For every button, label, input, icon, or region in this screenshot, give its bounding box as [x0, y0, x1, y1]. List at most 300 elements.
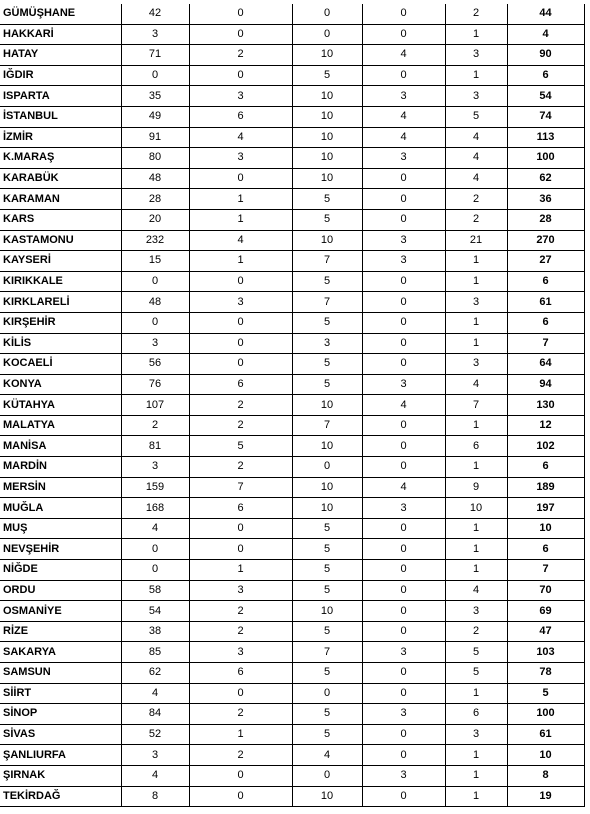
province-name-cell: MANİSA — [0, 436, 121, 457]
value-cell-3: 10 — [292, 786, 362, 807]
value-cell-5: 3 — [445, 354, 507, 375]
table-row — [0, 209, 584, 230]
value-cell-5: 4 — [445, 127, 507, 148]
value-cell-5: 1 — [445, 65, 507, 86]
total-cell: 130 — [507, 395, 584, 416]
province-name-cell: MERSİN — [0, 477, 121, 498]
total-cell: 6 — [507, 312, 584, 333]
value-cell-3: 7 — [292, 251, 362, 272]
value-cell-2: 2 — [189, 395, 292, 416]
table-row — [0, 642, 584, 663]
total-cell: 8 — [507, 765, 584, 786]
value-cell-5: 1 — [445, 251, 507, 272]
table-body — [0, 4, 584, 807]
value-cell-5: 1 — [445, 457, 507, 478]
value-cell-1: 0 — [121, 271, 189, 292]
value-cell-5: 1 — [445, 333, 507, 354]
table-row — [0, 477, 584, 498]
value-cell-1: 91 — [121, 127, 189, 148]
total-cell: 189 — [507, 477, 584, 498]
province-name-cell: SAMSUN — [0, 663, 121, 684]
province-name-cell: ISPARTA — [0, 86, 121, 107]
total-cell: 6 — [507, 457, 584, 478]
value-cell-1: 85 — [121, 642, 189, 663]
value-cell-5: 1 — [445, 415, 507, 436]
total-cell: 62 — [507, 168, 584, 189]
value-cell-5: 5 — [445, 106, 507, 127]
value-cell-4: 0 — [362, 786, 445, 807]
value-cell-2: 3 — [189, 580, 292, 601]
value-cell-1: 168 — [121, 498, 189, 519]
value-cell-3: 0 — [292, 24, 362, 45]
value-cell-2: 0 — [189, 765, 292, 786]
value-cell-4: 3 — [362, 230, 445, 251]
value-cell-2: 0 — [189, 271, 292, 292]
total-cell: 113 — [507, 127, 584, 148]
value-cell-5: 1 — [445, 539, 507, 560]
table-row — [0, 271, 584, 292]
value-cell-5: 1 — [445, 271, 507, 292]
total-cell: 61 — [507, 724, 584, 745]
value-cell-5: 1 — [445, 765, 507, 786]
value-cell-3: 7 — [292, 292, 362, 313]
value-cell-2: 0 — [189, 683, 292, 704]
province-name-cell: KIRŞEHİR — [0, 312, 121, 333]
value-cell-5: 1 — [445, 745, 507, 766]
value-cell-2: 1 — [189, 251, 292, 272]
value-cell-4: 0 — [362, 560, 445, 581]
value-cell-2: 0 — [189, 333, 292, 354]
table-row — [0, 86, 584, 107]
value-cell-4: 0 — [362, 436, 445, 457]
value-cell-4: 0 — [362, 354, 445, 375]
province-name-cell: ŞANLIURFA — [0, 745, 121, 766]
value-cell-5: 7 — [445, 395, 507, 416]
table-row — [0, 251, 584, 272]
value-cell-3: 10 — [292, 168, 362, 189]
value-cell-4: 4 — [362, 395, 445, 416]
value-cell-5: 3 — [445, 724, 507, 745]
value-cell-1: 4 — [121, 683, 189, 704]
province-name-cell: MUĞLA — [0, 498, 121, 519]
value-cell-1: 232 — [121, 230, 189, 251]
value-cell-1: 20 — [121, 209, 189, 230]
value-cell-5: 21 — [445, 230, 507, 251]
table-row — [0, 333, 584, 354]
value-cell-4: 3 — [362, 251, 445, 272]
value-cell-3: 10 — [292, 601, 362, 622]
total-cell: 19 — [507, 786, 584, 807]
value-cell-4: 4 — [362, 106, 445, 127]
total-cell: 69 — [507, 601, 584, 622]
value-cell-1: 58 — [121, 580, 189, 601]
value-cell-4: 4 — [362, 127, 445, 148]
total-cell: 4 — [507, 24, 584, 45]
province-name-cell: KİLİS — [0, 333, 121, 354]
value-cell-1: 0 — [121, 312, 189, 333]
value-cell-4: 0 — [362, 539, 445, 560]
value-cell-2: 4 — [189, 230, 292, 251]
province-name-cell: KARABÜK — [0, 168, 121, 189]
table-row — [0, 24, 584, 45]
province-name-cell: ORDU — [0, 580, 121, 601]
value-cell-3: 5 — [292, 580, 362, 601]
table-row — [0, 395, 584, 416]
value-cell-1: 48 — [121, 292, 189, 313]
value-cell-4: 0 — [362, 292, 445, 313]
province-name-cell: KIRKLARELİ — [0, 292, 121, 313]
total-cell: 100 — [507, 148, 584, 169]
value-cell-3: 3 — [292, 333, 362, 354]
value-cell-4: 0 — [362, 4, 445, 24]
province-name-cell: RİZE — [0, 621, 121, 642]
province-name-cell: SİİRT — [0, 683, 121, 704]
table-row — [0, 127, 584, 148]
total-cell: 7 — [507, 333, 584, 354]
value-cell-5: 1 — [445, 24, 507, 45]
value-cell-5: 4 — [445, 148, 507, 169]
table-row — [0, 621, 584, 642]
total-cell: 64 — [507, 354, 584, 375]
province-name-cell: KIRIKKALE — [0, 271, 121, 292]
table-row — [0, 106, 584, 127]
table-row — [0, 436, 584, 457]
province-name-cell: K.MARAŞ — [0, 148, 121, 169]
value-cell-3: 10 — [292, 86, 362, 107]
province-name-cell: HAKKARİ — [0, 24, 121, 45]
value-cell-4: 0 — [362, 601, 445, 622]
total-cell: 90 — [507, 45, 584, 66]
value-cell-2: 0 — [189, 312, 292, 333]
value-cell-3: 5 — [292, 539, 362, 560]
table-row — [0, 745, 584, 766]
value-cell-5: 1 — [445, 560, 507, 581]
value-cell-5: 3 — [445, 292, 507, 313]
value-cell-4: 0 — [362, 621, 445, 642]
value-cell-4: 3 — [362, 148, 445, 169]
table-row — [0, 498, 584, 519]
table-row — [0, 663, 584, 684]
value-cell-3: 0 — [292, 683, 362, 704]
value-cell-3: 10 — [292, 148, 362, 169]
table-row — [0, 724, 584, 745]
value-cell-2: 2 — [189, 745, 292, 766]
value-cell-3: 5 — [292, 724, 362, 745]
table-row — [0, 786, 584, 807]
value-cell-5: 4 — [445, 168, 507, 189]
table-row — [0, 189, 584, 210]
value-cell-2: 6 — [189, 498, 292, 519]
value-cell-1: 84 — [121, 704, 189, 725]
province-name-cell: TEKİRDAĞ — [0, 786, 121, 807]
table-row — [0, 148, 584, 169]
table-row — [0, 580, 584, 601]
province-name-cell: SAKARYA — [0, 642, 121, 663]
value-cell-5: 4 — [445, 580, 507, 601]
value-cell-2: 1 — [189, 209, 292, 230]
total-cell: 197 — [507, 498, 584, 519]
value-cell-3: 10 — [292, 106, 362, 127]
province-name-cell: KAYSERİ — [0, 251, 121, 272]
table-row — [0, 560, 584, 581]
value-cell-2: 6 — [189, 663, 292, 684]
value-cell-2: 0 — [189, 65, 292, 86]
value-cell-3: 5 — [292, 374, 362, 395]
value-cell-1: 48 — [121, 168, 189, 189]
province-name-cell: İSTANBUL — [0, 106, 121, 127]
value-cell-1: 4 — [121, 765, 189, 786]
value-cell-1: 4 — [121, 518, 189, 539]
value-cell-1: 15 — [121, 251, 189, 272]
value-cell-4: 3 — [362, 765, 445, 786]
total-cell: 27 — [507, 251, 584, 272]
value-cell-1: 56 — [121, 354, 189, 375]
total-cell: 10 — [507, 745, 584, 766]
value-cell-3: 5 — [292, 663, 362, 684]
province-name-cell: MARDİN — [0, 457, 121, 478]
value-cell-4: 3 — [362, 642, 445, 663]
value-cell-3: 5 — [292, 312, 362, 333]
value-cell-4: 0 — [362, 189, 445, 210]
table-row — [0, 65, 584, 86]
value-cell-3: 5 — [292, 65, 362, 86]
value-cell-2: 0 — [189, 168, 292, 189]
total-cell: 270 — [507, 230, 584, 251]
value-cell-1: 52 — [121, 724, 189, 745]
value-cell-1: 35 — [121, 86, 189, 107]
value-cell-4: 0 — [362, 457, 445, 478]
value-cell-3: 10 — [292, 395, 362, 416]
province-name-cell: KARAMAN — [0, 189, 121, 210]
value-cell-4: 4 — [362, 477, 445, 498]
value-cell-2: 0 — [189, 24, 292, 45]
value-cell-2: 0 — [189, 539, 292, 560]
total-cell: 94 — [507, 374, 584, 395]
value-cell-4: 3 — [362, 704, 445, 725]
value-cell-2: 2 — [189, 621, 292, 642]
value-cell-1: 159 — [121, 477, 189, 498]
province-name-cell: NİĞDE — [0, 560, 121, 581]
value-cell-1: 42 — [121, 4, 189, 24]
value-cell-4: 0 — [362, 168, 445, 189]
value-cell-5: 3 — [445, 601, 507, 622]
value-cell-1: 0 — [121, 539, 189, 560]
value-cell-3: 10 — [292, 230, 362, 251]
province-name-cell: KÜTAHYA — [0, 395, 121, 416]
province-name-cell: OSMANİYE — [0, 601, 121, 622]
total-cell: 6 — [507, 271, 584, 292]
value-cell-5: 1 — [445, 518, 507, 539]
value-cell-5: 5 — [445, 663, 507, 684]
value-cell-2: 0 — [189, 786, 292, 807]
value-cell-5: 2 — [445, 621, 507, 642]
value-cell-2: 2 — [189, 45, 292, 66]
province-name-cell: KARS — [0, 209, 121, 230]
value-cell-2: 2 — [189, 457, 292, 478]
value-cell-2: 2 — [189, 415, 292, 436]
value-cell-5: 1 — [445, 312, 507, 333]
value-cell-1: 2 — [121, 415, 189, 436]
value-cell-5: 2 — [445, 4, 507, 24]
value-cell-2: 1 — [189, 189, 292, 210]
value-cell-2: 1 — [189, 560, 292, 581]
total-cell: 74 — [507, 106, 584, 127]
value-cell-4: 0 — [362, 312, 445, 333]
total-cell: 78 — [507, 663, 584, 684]
table-row — [0, 704, 584, 725]
value-cell-3: 4 — [292, 745, 362, 766]
value-cell-3: 7 — [292, 642, 362, 663]
value-cell-1: 54 — [121, 601, 189, 622]
value-cell-4: 3 — [362, 498, 445, 519]
total-cell: 6 — [507, 65, 584, 86]
value-cell-1: 3 — [121, 333, 189, 354]
value-cell-3: 5 — [292, 704, 362, 725]
province-name-cell: SİVAS — [0, 724, 121, 745]
total-cell: 61 — [507, 292, 584, 313]
value-cell-5: 1 — [445, 786, 507, 807]
table-row — [0, 292, 584, 313]
value-cell-3: 10 — [292, 45, 362, 66]
value-cell-4: 0 — [362, 209, 445, 230]
value-cell-3: 10 — [292, 477, 362, 498]
table-row — [0, 457, 584, 478]
value-cell-5: 3 — [445, 45, 507, 66]
province-name-cell: ŞIRNAK — [0, 765, 121, 786]
value-cell-4: 0 — [362, 663, 445, 684]
value-cell-1: 107 — [121, 395, 189, 416]
value-cell-2: 7 — [189, 477, 292, 498]
value-cell-2: 0 — [189, 518, 292, 539]
province-name-cell: NEVŞEHİR — [0, 539, 121, 560]
province-name-cell: GÜMÜŞHANE — [0, 4, 121, 24]
value-cell-2: 0 — [189, 354, 292, 375]
value-cell-1: 76 — [121, 374, 189, 395]
table-row — [0, 539, 584, 560]
value-cell-4: 3 — [362, 86, 445, 107]
value-cell-5: 6 — [445, 436, 507, 457]
value-cell-5: 1 — [445, 683, 507, 704]
table-row — [0, 518, 584, 539]
total-cell: 36 — [507, 189, 584, 210]
province-name-cell: İZMİR — [0, 127, 121, 148]
value-cell-3: 0 — [292, 4, 362, 24]
total-cell: 28 — [507, 209, 584, 230]
value-cell-4: 0 — [362, 518, 445, 539]
total-cell: 5 — [507, 683, 584, 704]
province-data-table — [0, 4, 585, 807]
table-row — [0, 683, 584, 704]
value-cell-3: 5 — [292, 209, 362, 230]
value-cell-4: 3 — [362, 374, 445, 395]
total-cell: 12 — [507, 415, 584, 436]
value-cell-4: 0 — [362, 24, 445, 45]
total-cell: 6 — [507, 539, 584, 560]
value-cell-5: 2 — [445, 189, 507, 210]
value-cell-1: 71 — [121, 45, 189, 66]
province-name-cell: MUŞ — [0, 518, 121, 539]
value-cell-5: 3 — [445, 86, 507, 107]
value-cell-2: 2 — [189, 601, 292, 622]
total-cell: 70 — [507, 580, 584, 601]
value-cell-2: 3 — [189, 642, 292, 663]
total-cell: 10 — [507, 518, 584, 539]
value-cell-3: 0 — [292, 765, 362, 786]
table-row — [0, 230, 584, 251]
value-cell-4: 4 — [362, 45, 445, 66]
value-cell-1: 3 — [121, 745, 189, 766]
value-cell-4: 0 — [362, 724, 445, 745]
value-cell-5: 9 — [445, 477, 507, 498]
province-name-cell: KASTAMONU — [0, 230, 121, 251]
value-cell-3: 10 — [292, 127, 362, 148]
value-cell-3: 5 — [292, 560, 362, 581]
value-cell-3: 5 — [292, 354, 362, 375]
value-cell-4: 0 — [362, 65, 445, 86]
value-cell-5: 2 — [445, 209, 507, 230]
total-cell: 54 — [507, 86, 584, 107]
value-cell-1: 0 — [121, 560, 189, 581]
total-cell: 47 — [507, 621, 584, 642]
province-name-cell: KOCAELİ — [0, 354, 121, 375]
province-name-cell: IĞDIR — [0, 65, 121, 86]
value-cell-1: 3 — [121, 24, 189, 45]
province-name-cell: MALATYA — [0, 415, 121, 436]
value-cell-2: 2 — [189, 704, 292, 725]
value-cell-5: 10 — [445, 498, 507, 519]
value-cell-2: 4 — [189, 127, 292, 148]
value-cell-3: 5 — [292, 189, 362, 210]
table-row — [0, 4, 584, 24]
value-cell-3: 7 — [292, 415, 362, 436]
total-cell: 100 — [507, 704, 584, 725]
total-cell: 102 — [507, 436, 584, 457]
table-row — [0, 45, 584, 66]
table-row — [0, 168, 584, 189]
value-cell-1: 8 — [121, 786, 189, 807]
value-cell-5: 5 — [445, 642, 507, 663]
table-row — [0, 601, 584, 622]
value-cell-1: 3 — [121, 457, 189, 478]
province-name-cell: KONYA — [0, 374, 121, 395]
value-cell-2: 5 — [189, 436, 292, 457]
province-name-cell: HATAY — [0, 45, 121, 66]
total-cell: 44 — [507, 4, 584, 24]
value-cell-3: 5 — [292, 271, 362, 292]
value-cell-5: 6 — [445, 704, 507, 725]
total-cell: 7 — [507, 560, 584, 581]
value-cell-2: 6 — [189, 106, 292, 127]
value-cell-5: 4 — [445, 374, 507, 395]
table-row — [0, 415, 584, 436]
value-cell-3: 0 — [292, 457, 362, 478]
value-cell-4: 0 — [362, 683, 445, 704]
value-cell-1: 81 — [121, 436, 189, 457]
value-cell-4: 0 — [362, 580, 445, 601]
value-cell-3: 5 — [292, 621, 362, 642]
value-cell-2: 3 — [189, 148, 292, 169]
value-cell-1: 0 — [121, 65, 189, 86]
value-cell-1: 38 — [121, 621, 189, 642]
value-cell-4: 0 — [362, 271, 445, 292]
value-cell-2: 1 — [189, 724, 292, 745]
value-cell-1: 49 — [121, 106, 189, 127]
value-cell-1: 28 — [121, 189, 189, 210]
value-cell-1: 62 — [121, 663, 189, 684]
value-cell-2: 3 — [189, 86, 292, 107]
value-cell-2: 3 — [189, 292, 292, 313]
value-cell-4: 0 — [362, 415, 445, 436]
